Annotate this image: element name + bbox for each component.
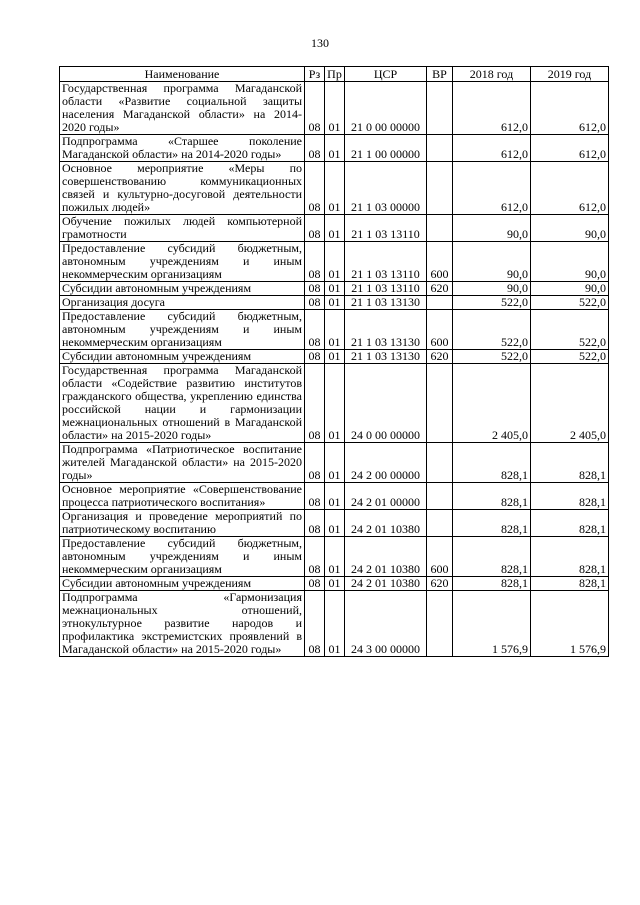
cell-name: Государственная программа Магаданской области «Содействие развитию институтов гражданского общества, укреплению единства российской нации и гармонизации межнациональных отношений в Магаданской области» на 2015-2020 годы» (60, 364, 305, 443)
cell-pr: 01 (325, 510, 345, 537)
cell-vr (427, 135, 453, 162)
table-row (60, 537, 609, 577)
cell-rz: 08 (305, 591, 325, 657)
cell-pr: 01 (325, 310, 345, 350)
cell-vr (427, 364, 453, 443)
cell-vr: 620 (427, 350, 453, 364)
cell-name: Основное мероприятие «Совершенствование процесса патриотического воспитания» (60, 483, 305, 510)
cell-2019: 612,0 (531, 162, 609, 215)
cell-pr: 01 (325, 483, 345, 510)
cell-2019: 612,0 (531, 135, 609, 162)
cell-name: Предоставление субсидий бюджетным, автономным учреждениям и иным некоммерческим организациям (60, 310, 305, 350)
cell-rz: 08 (305, 350, 325, 364)
cell-2018: 828,1 (453, 483, 531, 510)
cell-vr: 600 (427, 242, 453, 282)
cell-2019: 522,0 (531, 350, 609, 364)
table-row (60, 282, 609, 296)
cell-2019: 90,0 (531, 282, 609, 296)
table-row (60, 364, 609, 443)
cell-pr: 01 (325, 443, 345, 483)
cell-2018: 2 405,0 (453, 364, 531, 443)
cell-pr: 01 (325, 82, 345, 135)
cell-csr: 21 1 03 00000 (345, 162, 427, 215)
cell-name: Организация и проведение мероприятий по патриотическому воспитанию (60, 510, 305, 537)
cell-2018: 828,1 (453, 443, 531, 483)
cell-2019: 828,1 (531, 577, 609, 591)
cell-rz: 08 (305, 364, 325, 443)
cell-name: Субсидии автономным учреждениям (60, 350, 305, 364)
cell-2018: 612,0 (453, 135, 531, 162)
cell-rz: 08 (305, 310, 325, 350)
cell-name: Подпрограмма «Патриотическое воспитание жителей Магаданской области» на 2015-2020 годы» (60, 443, 305, 483)
cell-pr: 01 (325, 282, 345, 296)
cell-pr: 01 (325, 162, 345, 215)
cell-vr: 600 (427, 537, 453, 577)
cell-rz: 08 (305, 162, 325, 215)
table-row (60, 310, 609, 350)
cell-name: Обучение пожилых людей компьютерной грамотности (60, 215, 305, 242)
cell-2019: 612,0 (531, 82, 609, 135)
cell-2018: 90,0 (453, 282, 531, 296)
table-body (60, 82, 609, 657)
table-row (60, 443, 609, 483)
table-row (60, 215, 609, 242)
table-row (60, 591, 609, 657)
cell-rz: 08 (305, 215, 325, 242)
header-2018: 2018 год (453, 67, 531, 82)
table-row (60, 577, 609, 591)
header-name: Наименование (60, 67, 305, 82)
cell-vr (427, 510, 453, 537)
cell-name: Предоставление субсидий бюджетным, автономным учреждениям и иным некоммерческим организациям (60, 242, 305, 282)
table-row (60, 162, 609, 215)
cell-2018: 612,0 (453, 162, 531, 215)
cell-csr: 24 2 01 10380 (345, 577, 427, 591)
cell-rz: 08 (305, 282, 325, 296)
cell-pr: 01 (325, 215, 345, 242)
cell-2019: 522,0 (531, 296, 609, 310)
cell-pr: 01 (325, 537, 345, 577)
cell-csr: 21 1 03 13110 (345, 215, 427, 242)
budget-table (59, 66, 609, 657)
cell-2018: 522,0 (453, 350, 531, 364)
cell-2019: 522,0 (531, 310, 609, 350)
cell-pr: 01 (325, 350, 345, 364)
header-2019: 2019 год (531, 67, 609, 82)
table-row (60, 296, 609, 310)
cell-name: Подпрограмма «Старшее поколение Магаданской области» на 2014-2020 годы» (60, 135, 305, 162)
page-number: 130 (311, 36, 329, 50)
table-header-row (60, 67, 609, 82)
cell-2018: 828,1 (453, 577, 531, 591)
header-rz: Рз (305, 67, 325, 82)
table-row (60, 242, 609, 282)
cell-vr: 620 (427, 577, 453, 591)
cell-2019: 1 576,9 (531, 591, 609, 657)
cell-rz: 08 (305, 483, 325, 510)
cell-2019: 2 405,0 (531, 364, 609, 443)
cell-vr (427, 483, 453, 510)
cell-vr: 620 (427, 282, 453, 296)
cell-vr (427, 215, 453, 242)
cell-2018: 1 576,9 (453, 591, 531, 657)
cell-name: Субсидии автономным учреждениям (60, 282, 305, 296)
cell-2018: 828,1 (453, 537, 531, 577)
cell-pr: 01 (325, 296, 345, 310)
cell-pr: 01 (325, 364, 345, 443)
cell-2018: 828,1 (453, 510, 531, 537)
cell-csr: 24 2 01 00000 (345, 483, 427, 510)
cell-2019: 828,1 (531, 510, 609, 537)
cell-2018: 90,0 (453, 215, 531, 242)
cell-csr: 21 1 03 13130 (345, 296, 427, 310)
cell-csr: 21 1 03 13110 (345, 242, 427, 282)
cell-2018: 522,0 (453, 310, 531, 350)
table-row (60, 82, 609, 135)
cell-csr: 21 1 03 13130 (345, 350, 427, 364)
cell-csr: 24 0 00 00000 (345, 364, 427, 443)
cell-csr: 21 0 00 00000 (345, 82, 427, 135)
table-row (60, 135, 609, 162)
header-csr: ЦСР (345, 67, 427, 82)
cell-2019: 828,1 (531, 537, 609, 577)
header-pr: Пр (325, 67, 345, 82)
cell-2018: 522,0 (453, 296, 531, 310)
cell-rz: 08 (305, 577, 325, 591)
cell-pr: 01 (325, 242, 345, 282)
cell-vr (427, 82, 453, 135)
cell-rz: 08 (305, 537, 325, 577)
cell-2018: 90,0 (453, 242, 531, 282)
cell-csr: 24 2 01 10380 (345, 510, 427, 537)
cell-name: Организация досуга (60, 296, 305, 310)
cell-rz: 08 (305, 242, 325, 282)
cell-vr (427, 296, 453, 310)
cell-2019: 90,0 (531, 215, 609, 242)
cell-rz: 08 (305, 135, 325, 162)
cell-csr: 21 1 03 13110 (345, 282, 427, 296)
cell-rz: 08 (305, 443, 325, 483)
cell-rz: 08 (305, 296, 325, 310)
table-row (60, 350, 609, 364)
cell-2019: 90,0 (531, 242, 609, 282)
cell-csr: 21 1 00 00000 (345, 135, 427, 162)
cell-csr: 24 2 01 10380 (345, 537, 427, 577)
cell-vr (427, 591, 453, 657)
cell-2019: 828,1 (531, 443, 609, 483)
cell-2019: 828,1 (531, 483, 609, 510)
cell-name: Субсидии автономным учреждениям (60, 577, 305, 591)
cell-rz: 08 (305, 510, 325, 537)
cell-name: Государственная программа Магаданской области «Развитие социальной защиты населения Магаданской области» на 2014-2020 годы» (60, 82, 305, 135)
cell-csr: 21 1 03 13130 (345, 310, 427, 350)
cell-name: Предоставление субсидий бюджетным, автономным учреждениям и иным некоммерческим организациям (60, 537, 305, 577)
table-row (60, 483, 609, 510)
cell-vr (427, 162, 453, 215)
cell-csr: 24 2 00 00000 (345, 443, 427, 483)
cell-name: Подпрограмма «Гармонизация межнациональных отношений, этнокультурное развитие народов и профилактика экстремистских проявлений в Магаданской области» на 2015-2020 годы» (60, 591, 305, 657)
cell-name: Основное мероприятие «Меры по совершенствованию коммуникационных связей и культурно-досуговой деятельности пожилых людей» (60, 162, 305, 215)
table-row (60, 510, 609, 537)
header-vr: ВР (427, 67, 453, 82)
cell-vr: 600 (427, 310, 453, 350)
cell-pr: 01 (325, 577, 345, 591)
cell-pr: 01 (325, 135, 345, 162)
cell-pr: 01 (325, 591, 345, 657)
cell-vr (427, 443, 453, 483)
cell-csr: 24 3 00 00000 (345, 591, 427, 657)
cell-rz: 08 (305, 82, 325, 135)
cell-2018: 612,0 (453, 82, 531, 135)
